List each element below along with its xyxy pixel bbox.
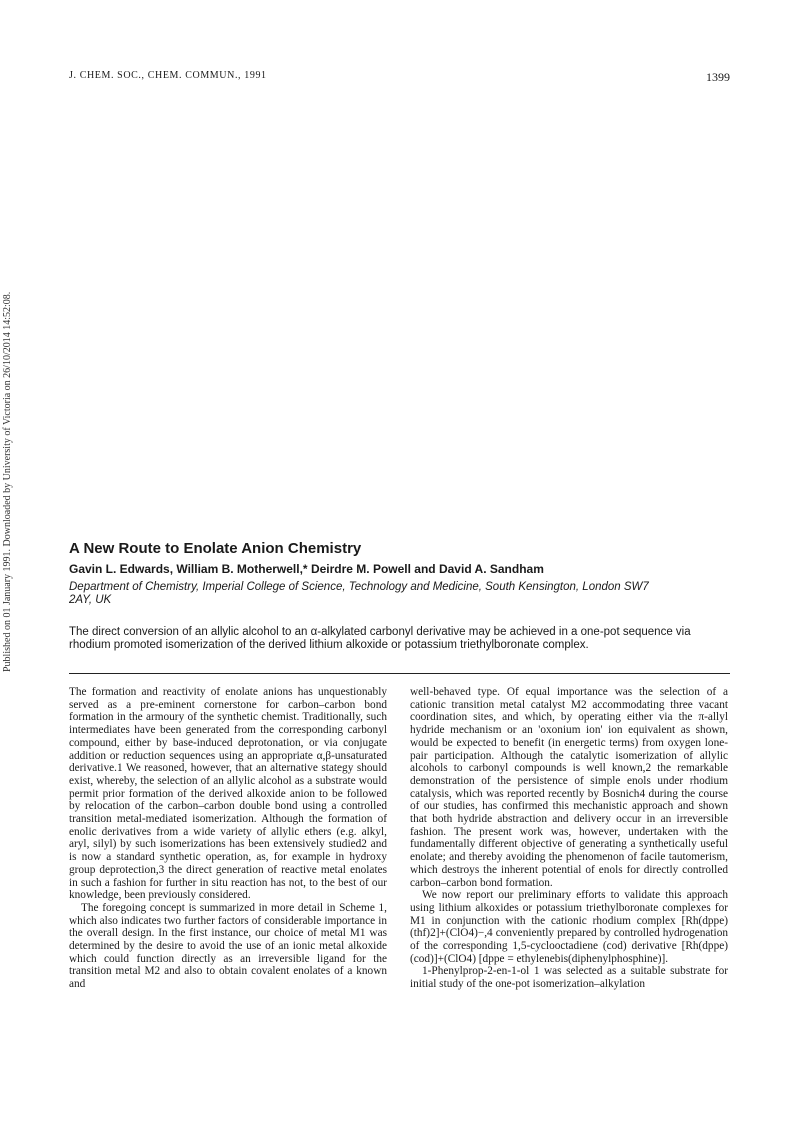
body-column-left [69, 686, 387, 991]
abstract-divider [69, 673, 730, 674]
body-paragraph: well-behaved type. Of equal importance was the selection of a cationic transition metal catalyst M2 accommodating three vacant coordination sites, and which, by operating either via the π-allyl hydride mechanism or an 'oxonium ion' ion equivalent as shown, would be expected to benefit (in energetic terms) from oxygen lone-pair participation. Although the catalytic isomerization of allylic alcohols to carbonyl compounds is well known,2 the remarkable demonstration of the persistence of simple enols under rhodium catalysis, which was reported recently by Bosnich4 during the course of our studies, has confirmed this mechanistic approach and shown that both hydride abstraction and delivery occur in an irreversible fashion. The present work was, however, undertaken with the fundamentally different objective of generating a synthetically useful enolate; and thereby avoiding the phenomenon of facile tautomerism, which destroys the inherent potential of enols for directly controlled carbon–carbon bond formation. [410, 686, 728, 889]
body-paragraph: The formation and reactivity of enolate anions has unquestionably served as a pre-eminent cornerstone for carbon–carbon bond formation in the armoury of the synthetic chemist. Traditionally, such intermediates have been generated from the corresponding carbonyl compound, either by base-induced deprotonation, or via conjugate addition or reduction sequences using an appropriate α,β-unsaturated derivative.1 We reasoned, however, that an alternative stategy should exist, whereby, the selection of an allylic alcohol as a substrate would permit prior formation of the derived alkoxide anion to be followed by relocation of the carbon–carbon double bond using a controlled transition metal-mediated isomerization. Although the formation of enolic derivatives from a wide variety of allylic ethers (e.g. alkyl, aryl, silyl) by such isomerizations has been extensively studied2 and is now a standard synthetic operation, as, for example in hydroxy group deprotection,3 the direct generation of reactive metal enolates in such a fashion for further in situ reaction has not, to the best of our knowledge, been previously considered. [69, 686, 387, 902]
download-stamp: Published on 01 January 1991. Downloaded by University of Victoria on 26/10/2014 14:52:08. [2, 291, 13, 672]
running-header [69, 70, 730, 86]
article-title: A New Route to Enolate Anion Chemistry [69, 540, 362, 557]
abstract: The direct conversion of an allylic alcohol to an α-alkylated carbonyl derivative may be achieved in a one-pot sequence via rhodium promoted isomerization of the derived lithium alkoxide or potassium triethylboronate complex. [69, 626, 691, 651]
author-list: Gavin L. Edwards, William B. Motherwell,* Deirdre M. Powell and David A. Sandham [69, 562, 544, 576]
page-number: 1399 [706, 70, 730, 84]
affiliation: Department of Chemistry, Imperial College of Science, Technology and Medicine, South Kensington, London SW7 2AY, UK [69, 581, 649, 606]
journal-citation: J. CHEM. SOC., CHEM. COMMUN., 1991 [69, 70, 267, 81]
body-paragraph: 1-Phenylprop-2-en-1-ol 1 was selected as a suitable substrate for initial study of the one-pot isomerization–alkylation [410, 965, 728, 991]
body-paragraph: We now report our preliminary efforts to validate this approach using lithium alkoxides or potassium triethylboronate complexes for M1 in conjunction with the cationic rhodium complex [Rh(dppe)(thf)2]+(ClO4)−,4 conveniently prepared by controlled hydrogenation of the corresponding 1,5-cyclooctadiene (cod) derivative [Rh(dppe)(cod)]+(ClO4) [dppe = ethylenebis(diphenylphosphine)]. [410, 889, 728, 965]
body-column-right [410, 686, 728, 991]
body-paragraph: The foregoing concept is summarized in more detail in Scheme 1, which also indicates two further factors of considerable importance in the overall design. In the first instance, our choice of metal M1 was determined by the desire to avoid the use of an ionic metal alkoxide which could function directly as an irreversible ligand for the transition metal M2 and also to obtain covalent enolates of a known and [69, 901, 387, 991]
